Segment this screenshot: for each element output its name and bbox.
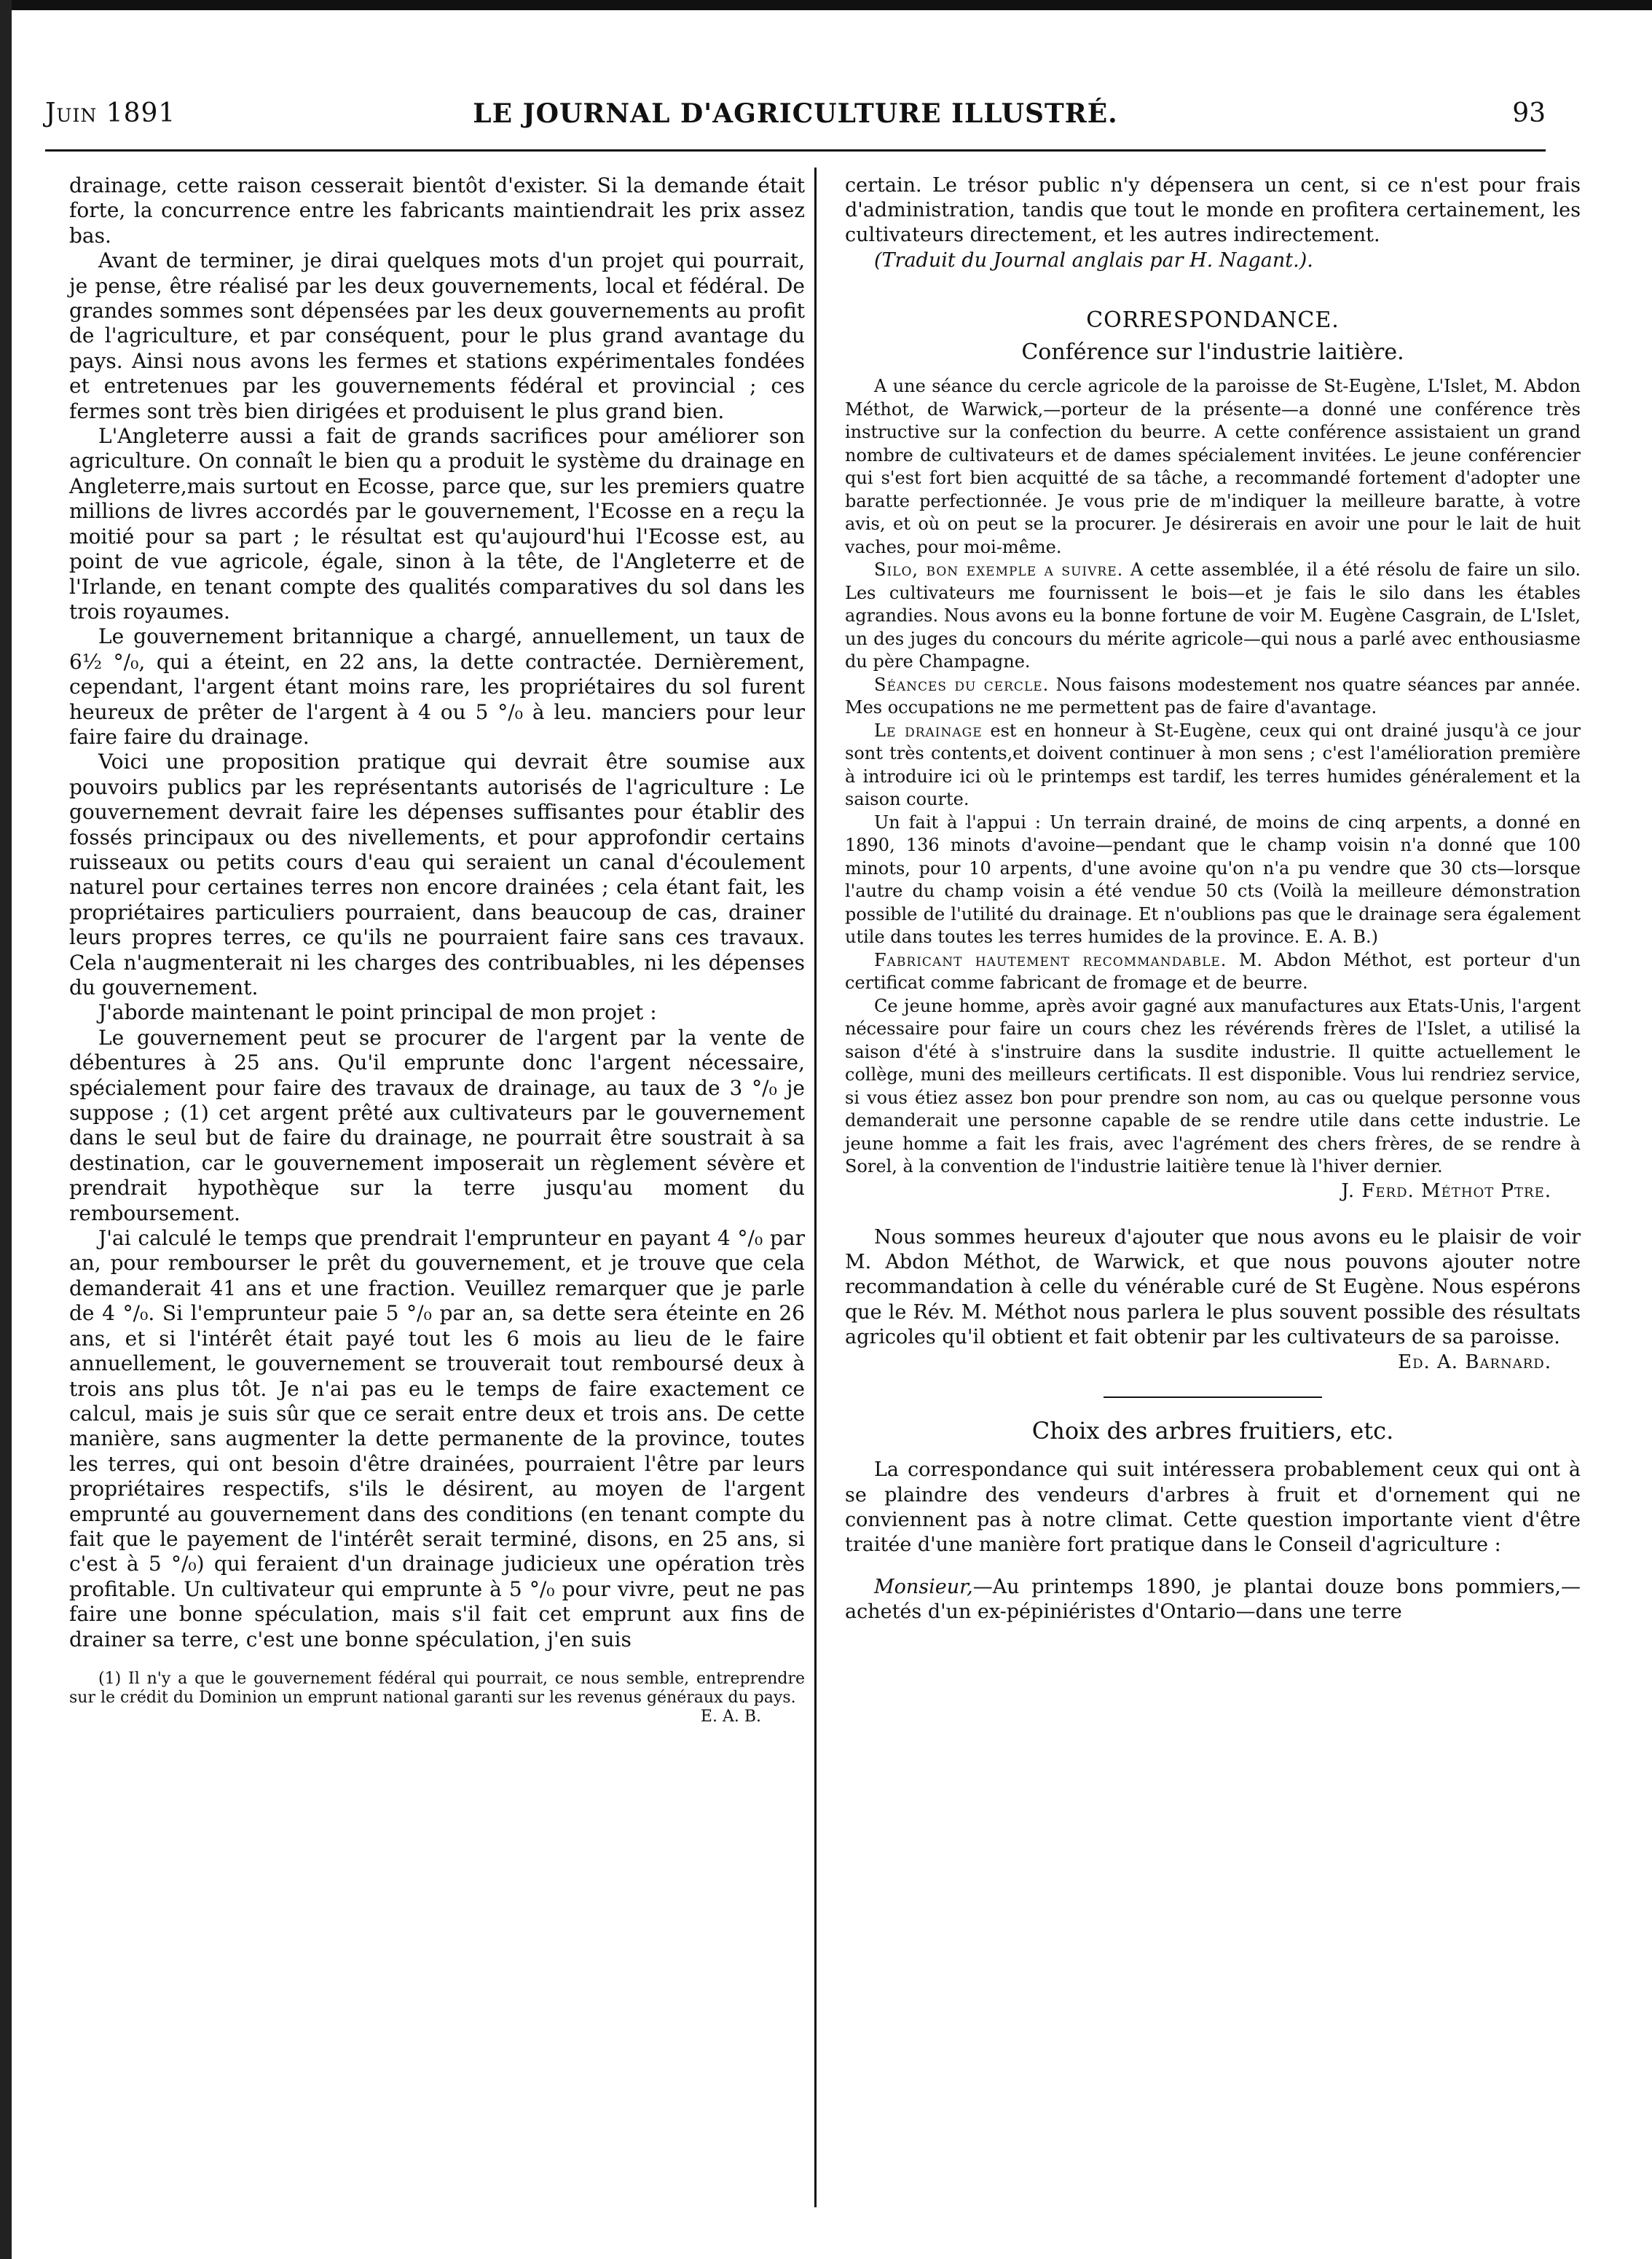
journal-title: LE JOURNAL D'AGRICULTURE ILLUSTRÉ. [473,98,1118,129]
page-top-border [0,0,1652,10]
paragraph: Le gouvernement peut se procurer de l'argent par la vente de débentures à 25 ans. Qu'il emprunte donc l'argent nécessaire, spécialement pour faire des travaux de drainage, au taux de 3 °/₀ je suppose ; (1) cet argent prêté aux cultivateurs par le gouvernement dans le seul but de faire du drainage, ne pourrait être soustrait à sa destination, car le gouvernement imposerait un règlement sévère et prendrait hypothèque sur la terre jusqu'au moment du remboursement. [69,1025,805,1225]
letter-signature: J. Ferd. Méthot Ptre. [1341,1179,1551,1202]
column-divider [814,168,817,2207]
run-in-heading: Séances du cercle. [874,674,1050,695]
section-title: CORRESPONDANCE. [1086,307,1340,333]
paragraph: Monsieur,—Au printemps 1890, je plantai douze bons pommiers,—achetés d'un ex-pépiniéristes d'Ontario—dans une terre [845,1576,1581,1624]
letter-paragraph: Fabricant hautement recommandable. M. Abdon Méthot, est porteur d'un certificat comme fabricant de fromage et de beurre. [845,949,1581,994]
translation-credit: (Traduit du Journal anglais par H. Nagant.). [874,248,1313,272]
paragraph: J'ai calculé le temps que prendrait l'emprunteur en payant 4 °/₀ par an, pour rembourser le prêt du gouvernement, et je trouve que cela demanderait 41 ans et une fraction. Veuillez remarquer que je parle de 4 °/₀. Si l'emprunteur paie 5 °/₀ par an, sa dette sera éteinte en 26 ans, et si l'intérêt était payé tout les 6 mois au lieu de le faire annuellement, le gouvernement se trouverait tout remboursé deux à trois ans plus tôt. Je n'ai pas eu le temps de faire exactement ce calcul, mais je suis sûr que ce serait entre deux et trois ans. De cette manière, sans augmenter la dette permanente de la province, toutes les terres, qui ont besoin d'être drainées, pourraient l'être par leurs propriétaires respectifs, s'ils le désirent, au moyen de l'argent emprunté au gouvernement dans des conditions (en tenant compte du fait que le payement de l'intérêt serait terminé, disons, en 25 ans, si c'est à 5 °/₀) qui feraient d'un drainage judicieux une opération très profitable. Un cultivateur qui emprunte à 5 °/₀ pour vivre, peut ne pas faire une bonne spéculation, mais s'il fait cet emprunt aux fins de drainer sa terre, c'est une bonne spéculation, j'en suis [69,1226,805,1651]
section-subtitle: Conférence sur l'industrie laitière. [1021,339,1404,366]
run-in-heading: Fabricant hautement recommandable. [874,949,1227,970]
paragraph: J'aborde maintenant le point principal de mon projet : [98,1000,657,1025]
section-title: Choix des arbres fruitiers, etc. [1031,1417,1394,1445]
editor-signature: Ed. A. Barnard. [1398,1351,1551,1373]
issue-date: Juin 1891 [45,98,176,128]
footnote-text: (1) Il n'y a que le gouvernement fédéral qui pourrait, ce nous semble, entreprendre sur le crédit du Dominion un emprunt national garanti sur les revenus généraux du pays. [69,1669,805,1707]
run-in-heading: Silo, bon exemple a suivre. [874,559,1124,581]
left-column [69,173,805,1726]
page-left-border [0,0,12,2259]
paragraph: certain. Le trésor public n'y dépensera un cent, si ce n'est pour frais d'administration, tandis que tout le monde en profitera certainement, les cultivateurs directement, et les autres indirectement. [845,174,1581,247]
footnote [69,1670,805,1726]
letter-paragraph: Silo, bon exemple a suivre. A cette assemblée, il a été résolu de faire un silo. Les cultivateurs me fournissent le bois—et je fais le silo dans les étables agrandies. Nous avons eu la bonne fortune de voir M. Eugène Casgrain, de L'Islet, un des juges du concours du mérite agricole—qui nous a parlé avec enthousiasme du père Champagne. [845,559,1581,672]
letter-paragraph: A une séance du cercle agricole de la paroisse de St-Eugène, L'Islet, M. Abdon Méthot, de Warwick,—porteur de la présente—a donné une conférence très instructive sur la confection du beurre. A cette conférence assistaient un grand nombre de cultivateurs et de dames spécialement invitées. Le jeune conférencier qui s'est fort bien acquitté de sa tâche, a recommandé fortement d'adopter une baratte perfectionnée. Je vous prie de m'indiquer la meilleure baratte, à votre avis, et où on peut se la procurer. Je désirerais en avoir une pour le lait de huit vaches, pour moi-même. [845,376,1581,557]
paragraph: Voici une proposition pratique qui devrait être soumise aux pouvoirs publics par les représentants autorisés de l'agriculture : Le gouvernement devrait faire les dépenses suffisantes pour établir des fossés principaux ou des nivellements, et pour approfondir certains ruisseaux ou petits cours d'eau qui seraient un canal d'écoulement naturel pour certaines terres non encore drainées ; cela étant fait, les propriétaires particuliers pourraient, dans beaucoup de cas, drainer leurs propres terres, ce qu'ils ne pourraient faire sans ces travaux. Cela n'augmenterait ni les charges des contribuables, ni les dépenses du gouvernement. [69,750,805,999]
salutation: Monsieur, [874,1576,973,1599]
paragraph: L'Angleterre aussi a fait de grands sacrifices pour améliorer son agriculture. On connaît le bien qu a produit le système du drainage en Angleterre,mais surtout en Ecosse, parce que, sur les premiers quatre millions de livres accordés par le gouvernement, l'Ecosse en a reçu la moitié pour sa part ; le résultat est qu'aujourd'hui l'Ecosse est, au point de vue agricole, égale, sinon à la tête, de l'Angleterre et de l'Irlande, en tenant compte des qualités comparatives du sol dans les trois royaumes. [69,424,805,624]
running-header [45,92,1546,135]
footnote-signature: E. A. B. [700,1707,761,1726]
editor-note: Nous sommes heureux d'ajouter que nous avons eu le plaisir de voir M. Abdon Méthot, de Warwick, et que nous pouvons ajouter notre recommandation à celle du vénérable curé de St Eugène. Nous espérons que le Rév. M. Méthot nous parlera le plus souvent possible des résultats agricoles qu'il obtient et fait obtenir par les cultivateurs de sa paroisse. [845,1225,1581,1348]
section-separator [1104,1396,1322,1398]
letter-paragraph: Un fait à l'appui : Un terrain drainé, de moins de cinq arpents, a donné en 1890, 136 minots d'avoine—pendant que le champ voisin n'a donné que 100 minots, pour 10 arpents, d'une avoine qu'on n'a pu vendre que 30 cts—lorsque l'autre du champ voisin a été vendue 50 cts (Voilà la meilleure démonstration possible de l'utilité du drainage. Et n'oublions pas que le drainage sera également utile dans toutes les terres humides de la province. E. A. B.) [845,812,1581,948]
letter-paragraph: Le drainage est en honneur à St-Eugène, ceux qui ont drainé jusqu'à ce jour sont très contents,et doivent continuer à mon sens ; c'est l'amélioration première à introduire ici où le printemps est tardif, les terres humides généralement et la saison courte. [845,720,1581,810]
paragraph: Le gouvernement britannique a chargé, annuellement, un taux de 6½ °/₀, qui a éteint, en 22 ans, la dette contractée. Dernièrement, cependant, l'argent étant moins rare, les propriétaires du sol furent heureux de prêter de l'argent à 4 ou 5 °/₀ à leu. manciers pour leur faire faire du drainage. [69,624,805,749]
paragraph: drainage, cette raison cesserait bientôt d'exister. Si la demande était forte, la concurrence entre les fabricants maintiendrait les prix assez bas. [69,173,805,248]
paragraph: Avant de terminer, je dirai quelques mots d'un projet qui pourrait, je pense, être réalisé par les deux gouvernements, local et fédéral. De grandes sommes sont dépensées par les deux gouvernements au profit de l'agriculture, et par conséquent, pour le plus grand avantage du pays. Ainsi nous avons les fermes et stations expérimentales fondées et entretenues par les gouvernements fédéral et provincial ; ces fermes sont très bien dirigées et produisent le plus grand bien. [69,248,805,423]
run-in-heading: Le drainage [874,720,983,741]
letter-paragraph: Séances du cercle. Nous faisons modestement nos quatre séances par année. Mes occupations ne me permettent pas de faire d'avantage. [845,674,1581,718]
header-rule [45,149,1546,152]
right-column [845,173,1581,1625]
page-number: 93 [1512,98,1546,128]
paragraph: La correspondance qui suit intéressera probablement ceux qui ont à se plaindre des vendeurs d'arbres à fruit et d'ornement qui ne conviennent pas à notre climat. Cette question importante vient d'être traitée d'une manière fort pratique dans le Conseil d'agriculture : [845,1458,1581,1556]
letter-paragraph: Ce jeune homme, après avoir gagné aux manufactures aux Etats-Unis, l'argent nécessaire pour faire un cours chez les révérends frères de l'Islet, a utilisé la saison d'été à s'instruire dans la susdite industrie. Il quitte actuellement le collège, muni des meilleurs certificats. Il est disponible. Vous lui rendriez service, si vous étiez assez bon pour prendre son nom, au cas ou quelque personne vous demanderait une personne capable de se rendre utile dans cette industrie. Le jeune homme a fait les frais, avec l'agrément des chers frères, de se rendre à Sorel, à la convention de l'industrie laitière tenue là l'hiver dernier. [845,995,1581,1177]
